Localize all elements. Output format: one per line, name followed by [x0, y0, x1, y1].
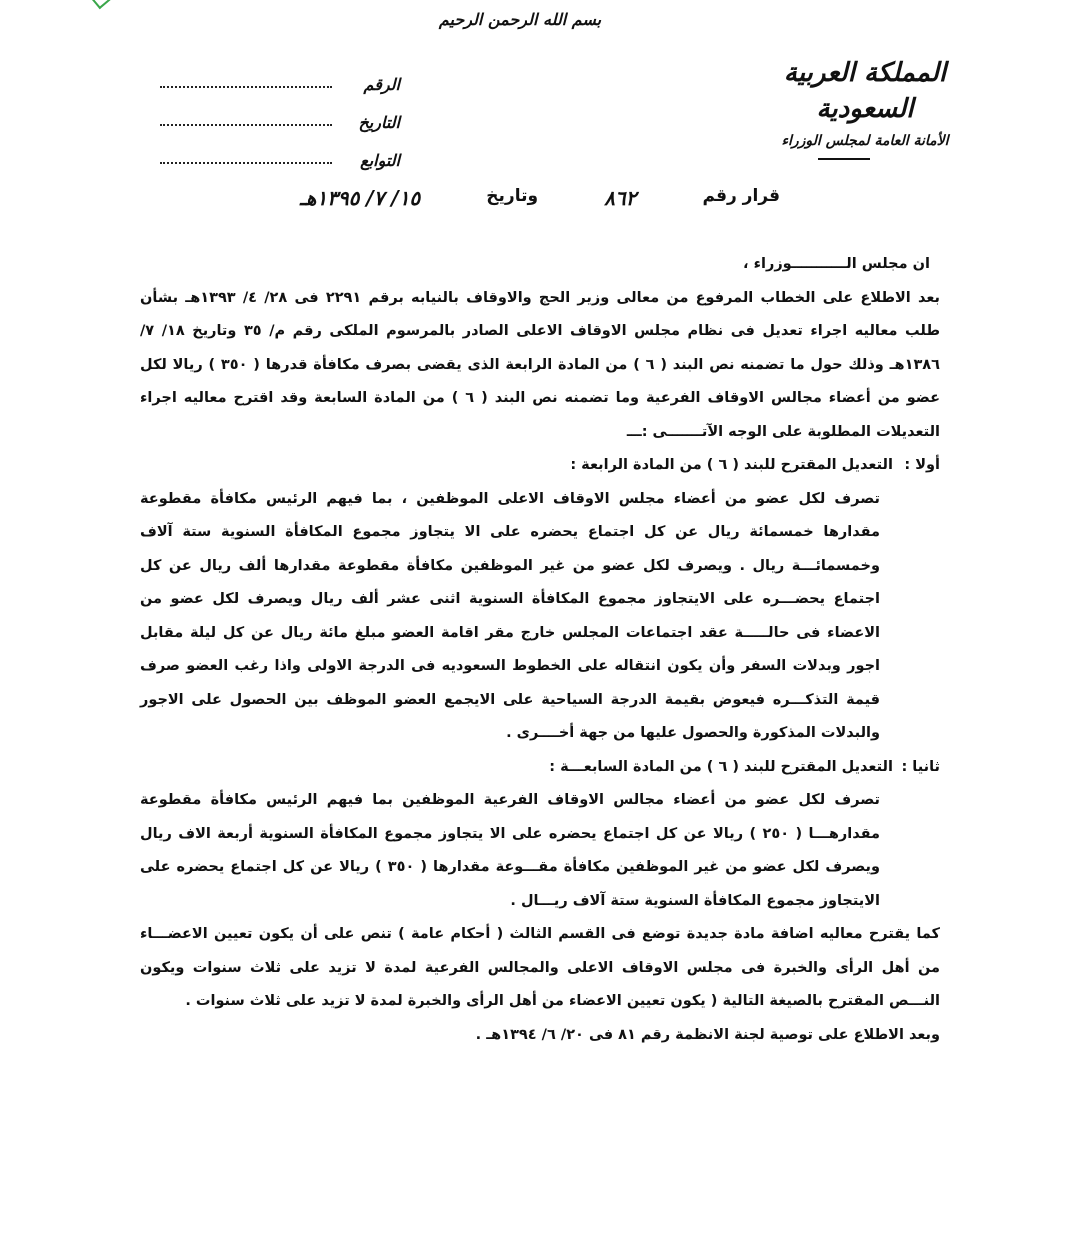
ref-number-row [160, 56, 400, 94]
decision-line [300, 186, 780, 210]
ref-attachments-row [160, 132, 400, 170]
decision-label: قرار رقم [702, 186, 780, 206]
opening-line: ان مجلس الـــــــــــوزراء ، [743, 256, 930, 272]
letterhead-rule [818, 158, 870, 160]
second-section-title: التعديل المقترح للبند ( ٦ ) من المادة السابعـــة : [549, 758, 893, 775]
ref-date-line [160, 123, 332, 126]
ref-attachments-line [160, 161, 332, 164]
basmala: بسم الله الرحمن الرحيم [438, 10, 602, 29]
ref-number-label: الرقم [363, 75, 400, 94]
ref-number-line [160, 85, 332, 88]
closing-line: وبعد الاطلاع على توصية لجنة الانظمة رقم ٨١ فى ٢٠/ ٦/ ١٣٩٤هـ . [475, 1026, 940, 1043]
second-section-heading [140, 751, 940, 785]
reference-fields [160, 56, 400, 170]
first-section-text: تصرف لكل عضو من أعضاء مجلس الاوقاف الاعلى الموظفين ، بما فيهم الرئيس مكافأة مقطوعة مقدارها خمسمائة ريال عن كل اجتماع يحضره على الا يتجاوز مجموع المكافأة السنوية ستة آلاف وخمسمائـــة ريال . ويصرف لكل عضو من غير الموظفين مكافأة مقطوعة مقدارها ألف ريال عن كل اجتماع يحضـــره على الايتجاوز مجموع المكافأة السنوية اثنى عشر ألف ريال ويصرف لكل عضو من الاعضاء فى حالـــــة عقد اجتماعات المجلس خارج مقر اقامة العضو مبلغ مائة ريال عن كل ليلة مقابل اجور وبدلات السفر وأن يكون انتقاله على الخطوط السعوديه فى الدرجة الاولى واذا رغب العضو صرف قيمة التذكـــره فيعوض بقيمة الدرجة السياحية على الايجمع العضو الموظف بين الحصول على الاجور والبدلات المذكورة والحصول عليها من جهة أخــــرى . [140, 490, 880, 741]
decision-number: ٨٦٢ [604, 186, 637, 210]
proposal-paragraph: كما يقترح معاليه اضافة مادة جديدة توضع فى القسم الثالث ( أحكام عامة ) تنص على أن يكون تعيين الاعضـــاء من أهل الرأى والخبرة فى مجلس الاوقاف الاعلى والمجالس الفرعية لمدة لا تزيد على ثلاث سنوات ويكون النـــص المقترح بالصيغة التالية ( يكون تعيين الاعضاء من أهل الرأى والخبرة لمدة لا تزيد على ثلاث سنوات . [140, 926, 940, 1009]
second-section-text: تصرف لكل عضو من أعضاء مجالس الاوقاف الفرعية الموظفين بما فيهم الرئيس مكافأة مقطوعة مقدارهـــا ( ٢٥٠ ) ريالا عن كل اجتماع يحضره على الا يتجاوز مجموع المكافأة السنوية أربعة الاف ريال ويصرف لكل عضو من غير الموظفين مكافأة مقـــوعة مقدارها ( ٣٥٠ ) ريالا عن كل اجتماع يحضره على الايتجاوز مجموع المكافأة السنوية ستة آلاف ريـــال . [140, 792, 880, 909]
second-section-number: ثانيا : [901, 758, 940, 775]
letterhead-secretariat: الأمانة العامة لمجلس الوزراء [781, 133, 949, 149]
document-body [140, 248, 940, 1052]
ref-date-label: التاريخ [358, 113, 400, 132]
letterhead-kingdom: المملكة العربية السعودية [783, 58, 947, 124]
ref-attachments-label: التوابع [360, 151, 400, 170]
intro-paragraph: بعد الاطلاع على الخطاب المرفوع من معالى وزير الحج والاوقاف بالنيابه برقم ٢٢٩١ فى ٢٨/ ٤/ ١٣٩٣هـ بشأن طلب معاليه اجراء تعديل فى نظام مجلس الاوقاف الاعلى الصادر بالمرسوم الملكى رقم م/ ٣٥ وتاريخ ١٨/ ٧/ ١٣٨٦هـ وذلك حول ما تضمنه نص البند ( ٦ ) من المادة الرابعة الذى يقضى بصرف مكافأة قدرها ( ٣٥٠ ) ريالا لكل عضو من أعضاء مجالس الاوقاف الفرعية وما تضمنه نص البند ( ٦ ) من المادة السابعة وقد اقترح معاليه اجراء التعديلات المطلوبة على الوجه الآتـــــــى :ـــ [140, 289, 941, 440]
decision-date-label: وتاريخ [486, 186, 539, 206]
first-section-heading [140, 449, 940, 483]
letterhead [745, 55, 985, 149]
first-section-title: التعديل المقترح للبند ( ٦ ) من المادة الرابعة : [570, 457, 893, 473]
first-section-number: أولا : [904, 457, 940, 473]
ref-date-row [160, 94, 400, 132]
corner-mark [92, 0, 117, 9]
decision-date: ١٥/ ٧/ ١٣٩٥هـ [300, 186, 421, 210]
